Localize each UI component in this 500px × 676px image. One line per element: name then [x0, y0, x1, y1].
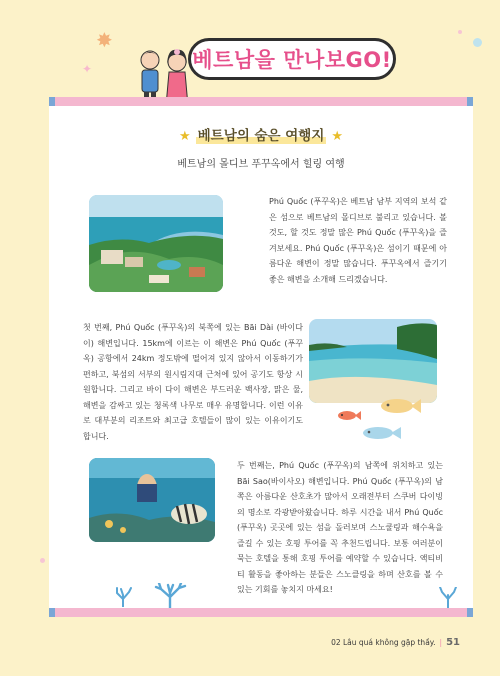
corner-marker [467, 608, 473, 617]
corner-marker [467, 97, 473, 106]
resort-aerial-picture [89, 195, 223, 292]
fish-icon [361, 425, 401, 441]
banner-title-box [188, 38, 396, 80]
page-number: 51 [446, 637, 460, 648]
corner-marker [49, 608, 55, 617]
star-icon: ✸ [96, 28, 113, 52]
corner-marker [49, 97, 55, 106]
star-icon: ★ [331, 129, 344, 144]
paragraph-bai-sao: 두 번째는, Phú Quốc (푸꾸옥)의 남쪽에 위치하고 있는 Bãi Sao(바이사오) 해변입니다. Phú Quốc (푸꾸옥)의 남쪽은 아름다운 산호초가 많아서 오래전부터 스쿠버 다이빙의 명소로 각광받아왔습니다. 하루 시간을 내서 Phú Quốc (푸꾸옥) 곳곳에 있는 섬을 돌러보며 스노쿨링과 해수욕을 즐길 수 있는 호핑 투어를 꼭 추천드립니다. 보통 여러분이 묵는 호텔을 통해 호핑 투어를 예약할 수 있습니다. 액티비티 활동을 좋아하는 분들은 스노클링을 하며 산호를 볼 수 있는 기회를 놓치지 마세요! [237, 461, 443, 594]
resort-aerial-image [89, 195, 223, 292]
snorkeling-picture [89, 458, 215, 542]
article-subtitle: 베트남의 몰디브 푸꾸옥에서 힐링 여행 [177, 159, 345, 170]
article-title-text: 베트남의 숨은 여행지 [197, 128, 325, 144]
fish-icon [379, 397, 421, 415]
beach-picture [309, 319, 437, 403]
banner-title: 베트남을 만나보GO! [192, 48, 392, 72]
coral-icon [153, 583, 187, 609]
article-title [49, 124, 473, 144]
banner [0, 18, 500, 90]
page-footer [331, 637, 460, 648]
beach-image [309, 319, 437, 403]
footer-separator: | [439, 638, 443, 647]
snorkeling-image [89, 458, 215, 542]
star-icon: ✦ [82, 62, 93, 76]
star-icon: ★ [178, 129, 191, 144]
coral-icon [113, 587, 133, 607]
fish-icon [337, 410, 361, 421]
paragraph-bai-dai: 첫 번째, Phú Quốc (푸꾸옥)의 북쪽에 있는 Bãi Dài (바이다이) 해변입니다. 15km에 이르는 이 해변은 Phú Quốc (푸꾸옥) 공항에서 24km 정도밖에 떨어져 있지 않아서 이동하기가 편하고, 북섬의 서부의 원시림지대 근처에 있어 공기도 항상 시원합니다. 그리고 바이 다이 해변은 부드러운 백사장, 맑은 물, 해변을 감싸고 있는 청록색 나무로 매우 유명합니다. 이런 이유로 대부분의 리조트와 최고급 호텔들이 많이 있는 이유이기도 합니다. [83, 323, 303, 441]
content-card [49, 97, 473, 617]
intro-text: Phú Quốc (푸꾸옥)은 베트남 남부 지역의 보석 같은 섬으로 베트남의 몰디브로 불리고 있습니다. 볼 것도, 할 것도 정말 많은 Phú Quốc (푸꾸옥)을 즐겨보세요. Phú Quốc (푸꾸옥)은 섬이기 때문에 아름다운 해변이 정말 많습니다. 푸꾸옥에서 즐기기 좋은 해변을 소개해 드리겠습니다. [269, 197, 447, 284]
card-bottom-strip [49, 608, 473, 617]
decor-dot [40, 558, 45, 563]
coral-icon [437, 587, 459, 609]
chapter-title: 02 Lâu quá không gặp thầy. [331, 638, 436, 647]
card-top-strip [49, 97, 473, 106]
